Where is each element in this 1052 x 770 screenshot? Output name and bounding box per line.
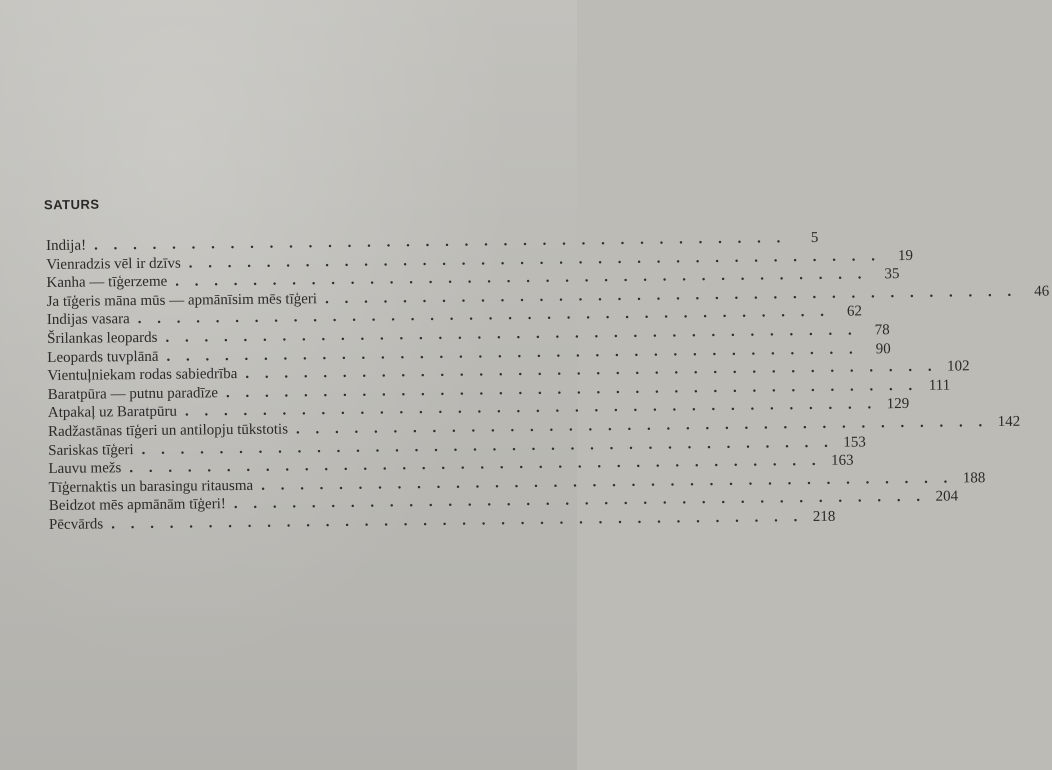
dot-leader: . . . . . . . . . . . . . . . . . . . . . . . . . . . . . . . . . . . . — [225, 377, 919, 401]
toc-entry-page: 62 — [846, 303, 863, 320]
toc-entry-title: Indija! — [46, 237, 87, 254]
toc-entry-page: 163 — [830, 452, 854, 469]
dot-leader: . . . . . . . . . . . . . . . . . . . . . . . . . . . . . . . . . . . . — [165, 322, 858, 346]
dot-leader: . . . . . . . . . . . . . . . . . . . . . . . . . . . . . . . . . . . . — [111, 508, 804, 533]
dot-leader: . . . . . . . . . . . . . . . . . . . . . . . . . . . . . . . . . . . . — [295, 414, 989, 438]
dot-leader: . . . . . . . . . . . . . . . . . . . . . . . . . . . . . . . . . . . . — [184, 396, 878, 420]
toc-entry-page: 142 — [997, 413, 1021, 430]
toc-entry-title: Beidzot mēs apmānām tīģeri! — [48, 496, 226, 515]
dot-leader: . . . . . . . . . . . . . . . . . . . . . . . . . . . . . . . . . . . . — [245, 358, 938, 383]
dot-leader: . . . . . . . . . . . . . . . . . . . . . . . . . . . . . . . . . . . . — [324, 283, 1018, 307]
dot-leader: . . . . . . . . . . . . . . . . . . . . . . . . . . . . . . . . . . . . — [141, 434, 834, 458]
toc-entry-title: Pēcvārds — [48, 516, 104, 533]
toc-entry-page: 102 — [946, 358, 970, 375]
toc-entry-page: 78 — [874, 322, 890, 339]
toc-entry-page: 111 — [928, 377, 951, 394]
toc-entry-title: Baratpūra — putnu paradīze — [47, 384, 219, 403]
toc-entry-title: Kanha — tīģerzeme — [46, 273, 168, 292]
toc-entry-page: 46 — [1034, 283, 1050, 300]
dot-leader: . . . . . . . . . . . . . . . . . . . . . . . . . . . . . . . . . . . . — [129, 453, 822, 477]
toc-entry-page: 35 — [884, 266, 900, 283]
toc-entry-title: Radžastānas tīģeri un antilopju tūkstotis — [47, 421, 289, 440]
toc-entry-title: Lauvu mežs — [48, 460, 122, 478]
dot-leader: . . . . . . . . . . . . . . . . . . . . . . . . . . . . . . . . . . . . — [188, 247, 882, 272]
dot-leader: . . . . . . . . . . . . . . . . . . . . . . . . . . . . . . . . . . . . — [233, 489, 927, 513]
dot-leader: . . . . . . . . . . . . . . . . . . . . . . . . . . . . . . . . . . . . — [166, 341, 859, 365]
toc-entry-page: 129 — [886, 396, 910, 413]
toc-entry-page: 153 — [843, 433, 866, 451]
toc-entry-page: 5 — [810, 229, 819, 246]
dot-leader: . . . . . . . . . . . . . . . . . . . . . . . . . . . . . . . . . . . . — [175, 266, 868, 290]
toc-entry-title: Vientuļniekam rodas sabiedrība — [47, 366, 238, 385]
table-of-contents — [46, 229, 1050, 535]
toc-entry — [48, 508, 836, 535]
toc-entry-title: Vienradzis vēl ir dzīvs — [46, 255, 181, 273]
dot-leader: . . . . . . . . . . . . . . . . . . . . . . . . . . . . . . . . . . . . — [137, 304, 831, 328]
toc-entry-page: 218 — [812, 508, 836, 525]
toc-entry-page: 90 — [875, 340, 891, 357]
toc-entry-title: Tīģernaktis un barasingu ritausma — [48, 477, 254, 496]
toc-entry-title: Sariskas tīģeri — [48, 441, 134, 459]
dot-leader: . . . . . . . . . . . . . . . . . . . . . . . . . . . . . . . . . . . . — [93, 230, 787, 254]
toc-entry-title: Indijas vasara — [46, 311, 130, 329]
dot-leader: . . . . . . . . . . . . . . . . . . . . . . . . . . . . . . . . . . . . — [261, 470, 954, 494]
toc-entry-title: Leopards tuvplānā — [47, 348, 159, 366]
toc-entry-title: Atpakaļ uz Baratpūru — [47, 403, 178, 422]
toc-entry-page: 19 — [897, 247, 914, 264]
toc-entry-page: 204 — [935, 488, 959, 506]
toc-entry-page: 188 — [962, 469, 986, 487]
toc-entry-title: Šrilankas leopards — [46, 329, 158, 347]
contents-heading: SATURS — [43, 196, 100, 213]
toc-entry-title: Ja tīģeris māna mūs — apmānīsim mēs tīģeri — [46, 290, 318, 310]
